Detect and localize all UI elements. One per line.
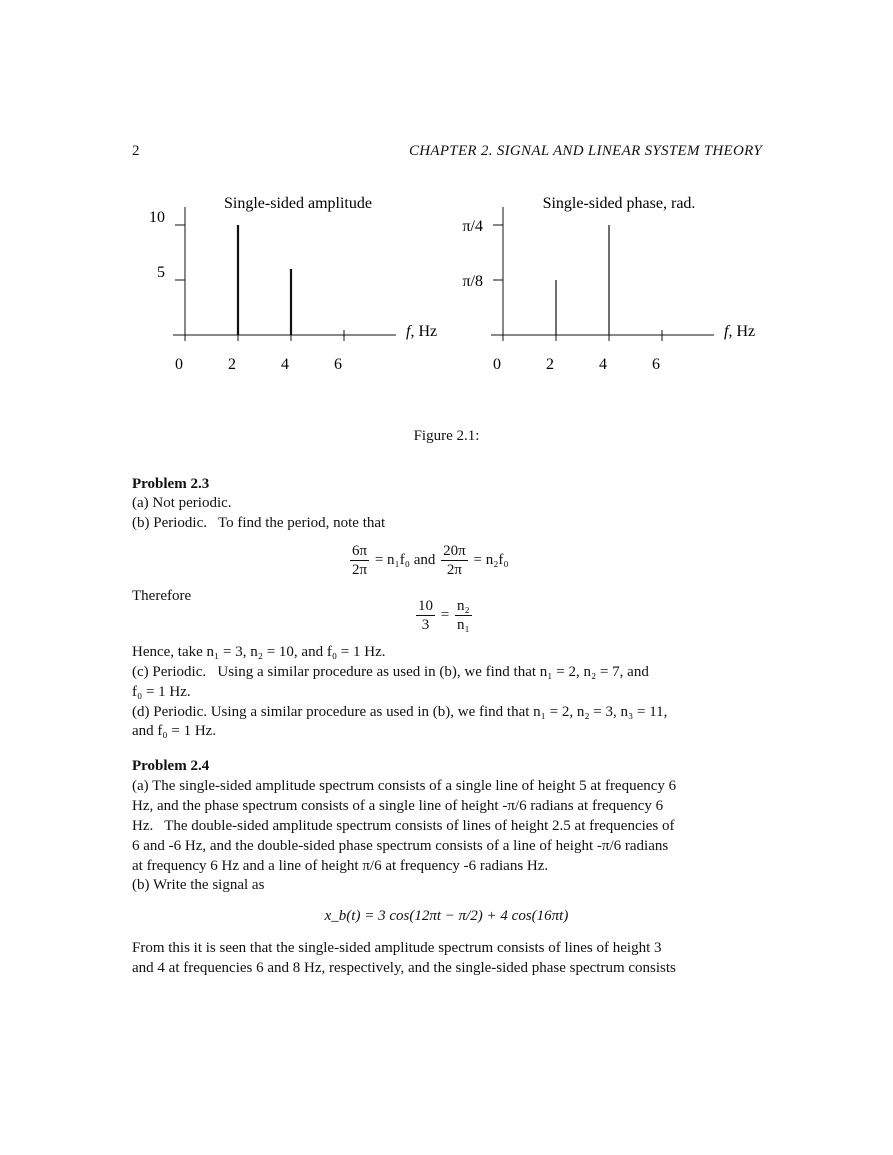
eq2-den1: 3 [421,617,430,633]
problem-2-4-a-line1: (a) The single-sided amplitude spectrum consists of a single line of height 5 at frequency 6 [132,778,677,794]
problem-2-4-b: (b) Write the signal as [132,877,265,893]
y-tick-label: π/8 [462,273,483,290]
problem-2-3-d-line2: and f₀ = 1 Hz. [132,723,217,739]
hence-text: Hence, take n₁ = 3, n₂ = 10, and f₀ = 1 Hz. [132,644,386,660]
eq1-den2: 2π [446,562,462,578]
eq1-num2: 20π [443,543,466,559]
figure-2-1 [120,185,780,385]
equation-2-4-signal: x_b(t) = 3 cos(12πt − π/2) + 4 cos(16πt) [324,908,569,924]
problem-2-3-heading: Problem 2.3 [132,476,210,492]
problem-2-3-b: (b) Periodic. To find the period, note that [132,515,386,531]
y-tick-label: π/4 [462,218,483,235]
x-tick-label: 4 [599,356,607,373]
eq1-num1: 6π [352,543,368,559]
x-tick-label: 6 [334,356,342,373]
x-axis-label-var: f [406,323,411,340]
x-axis-label-unit: , Hz [728,323,756,340]
equation-2-3-period [348,542,509,579]
eq2-num1: 10 [418,598,433,614]
problem-2-3-c-line2: f₀ = 1 Hz. [132,684,191,700]
eq1-mid: = n₁f₀ and [374,551,436,568]
x-axis-label-unit: , Hz [410,323,438,340]
x-tick-label: 2 [546,356,554,373]
problem-2-4-a-line2: Hz, and the phase spectrum consists of a single line of height -π/6 radians at frequency 6 [132,798,664,814]
problem-2-4-tail-line2: and 4 at frequencies 6 and 8 Hz, respectively, and the single-sided phase spectrum consists [132,960,676,976]
problem-2-4-a-line4: 6 and -6 Hz, and the double-sided phase spectrum consists of a line of height -π/6 radians [132,838,669,854]
chapter-title: CHAPTER 2. SIGNAL AND LINEAR SYSTEM THEORY [408,143,762,159]
x-axis-label [724,323,755,340]
eq2-num2: n₂ [456,598,470,614]
y-tick-label: 5 [157,264,165,281]
x-tick-label: 0 [493,356,501,373]
phase-chart [462,195,755,373]
problem-2-3-c-line1: (c) Periodic. Using a similar procedure as used in (b), we find that n₁ = 2, n₂ = 7, and [132,664,649,680]
eq1-end: = n₂f₀ [473,551,509,568]
x-tick-label: 6 [652,356,660,373]
eq2-mid: = [440,606,450,623]
problem-2-4-a-line3: Hz. The double-sided amplitude spectrum consists of lines of height 2.5 at frequencies of [132,818,675,834]
x-axis-label-var: f [724,323,729,340]
equation-2-3-ratio [414,597,474,634]
problem-2-3-d-line1: (d) Periodic. Using a similar procedure as used in (b), we find that n₁ = 2, n₂ = 3, n₃ = 11, [132,704,668,720]
problem-2-3-a: (a) Not periodic. [132,495,232,511]
y-tick-label: 10 [149,209,165,226]
problem-2-4-a-line5: at frequency 6 Hz and a line of height π/6 at frequency -6 radians Hz. [132,858,549,874]
amplitude-chart [149,195,437,373]
x-tick-label: 0 [175,356,183,373]
eq1-den1: 2π [352,562,368,578]
x-axis-label [406,323,437,340]
problem-2-4-heading: Problem 2.4 [132,758,210,774]
eq2-den2: n₁ [456,617,470,633]
page-number: 2 [132,143,140,159]
chart-title: Single-sided amplitude [224,195,372,212]
problem-2-4-tail-line1: From this it is seen that the single-sided amplitude spectrum consists of lines of height 3 [132,940,662,956]
x-tick-label: 2 [228,356,236,373]
chart-title: Single-sided phase, rad. [542,195,696,212]
x-tick-label: 4 [281,356,289,373]
therefore-text: Therefore [132,588,192,604]
figure-caption: Figure 2.1: [413,428,480,444]
